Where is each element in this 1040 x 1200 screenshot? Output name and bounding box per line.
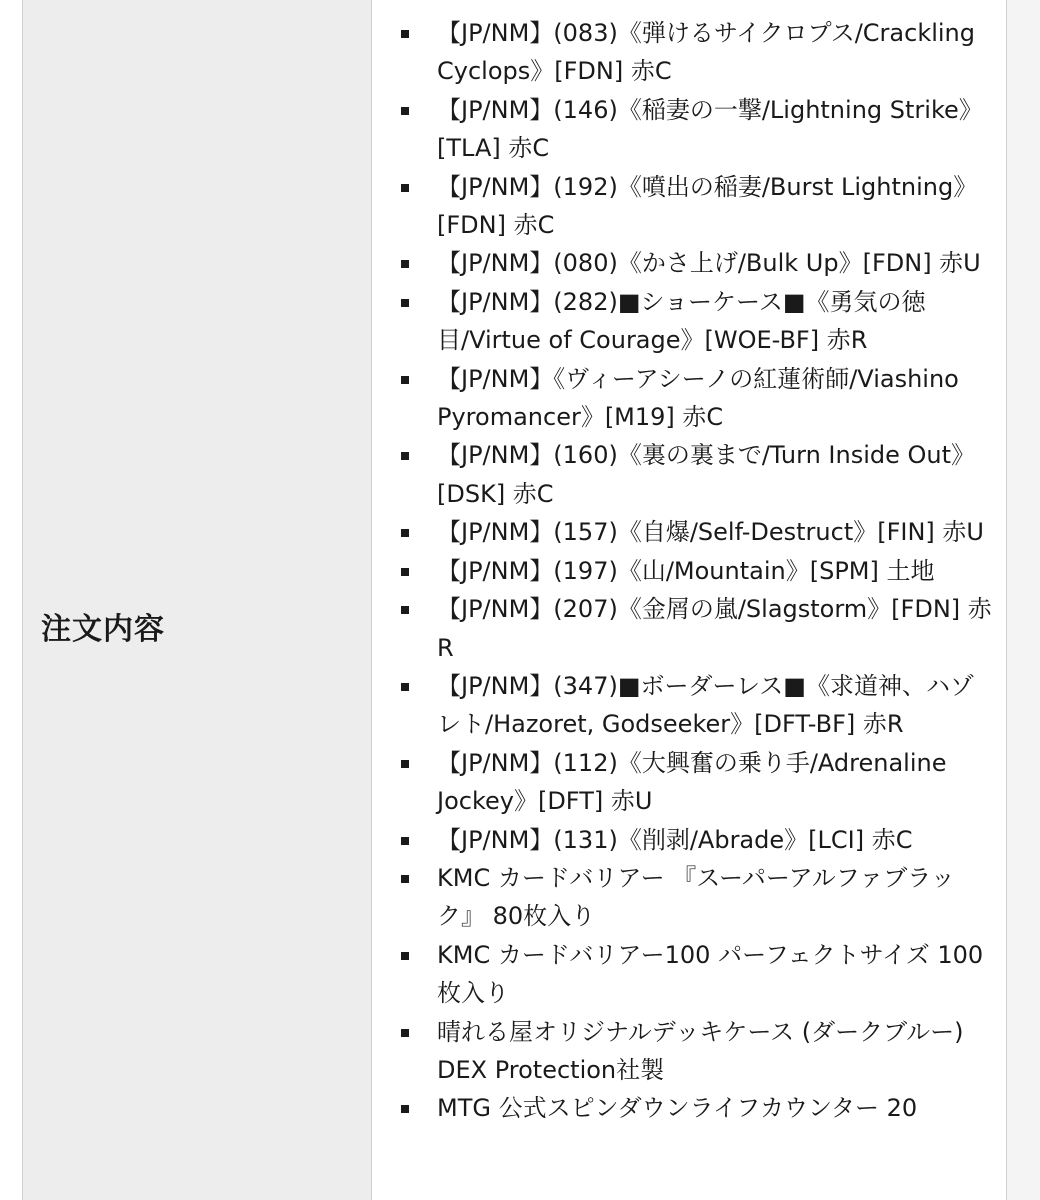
order-items-list — [372, 14, 1007, 1128]
list-item: 【JP/NM】(083)《弾けるサイクロプス/Crackling Cyclops》[FDN] 赤C — [372, 14, 1007, 91]
list-item: 【JP/NM】(197)《山/Mountain》[SPM] 土地 — [372, 552, 1007, 590]
list-item: KMC カードバリアー 『スーパーアルファブラック』 80枚入り — [372, 859, 1007, 936]
page-margin-right — [1007, 0, 1040, 1200]
list-item: 【JP/NM】(080)《かさ上げ/Bulk Up》[FDN] 赤U — [372, 244, 1007, 282]
list-item: 【JP/NM】(282)■ショーケース■《勇気の徳目/Virtue of Courage》[WOE-BF] 赤R — [372, 283, 1007, 360]
list-item: 【JP/NM】(112)《大興奮の乗り手/Adrenaline Jockey》[DFT] 赤U — [372, 744, 1007, 821]
list-item: 【JP/NM】(160)《裏の裏まで/Turn Inside Out》[DSK] 赤C — [372, 436, 1007, 513]
list-item: 【JP/NM】《ヴィーアシーノの紅蓮術師/Viashino Pyromancer》[M19] 赤C — [372, 360, 1007, 437]
list-item: 【JP/NM】(131)《削剥/Abrade》[LCI] 赤C — [372, 821, 1007, 859]
list-item: KMC カードバリアー100 パーフェクトサイズ 100枚入り — [372, 936, 1007, 1013]
list-item: MTG 公式スピンダウンライフカウンター 20 — [372, 1089, 1007, 1127]
list-item: 【JP/NM】(347)■ボーダーレス■《求道神、ハゾレト/Hazoret, Godseeker》[DFT-BF] 赤R — [372, 667, 1007, 744]
order-items-cell — [372, 0, 1007, 1200]
list-item: 【JP/NM】(192)《噴出の稲妻/Burst Lightning》[FDN] 赤C — [372, 168, 1007, 245]
order-contents-label: 注文内容 — [41, 612, 165, 647]
list-item: 【JP/NM】(157)《自爆/Self-Destruct》[FIN] 赤U — [372, 513, 1007, 551]
list-item: 晴れる屋オリジナルデッキケース (ダークブルー) DEX Protection社製 — [372, 1013, 1007, 1090]
order-label-cell — [22, 0, 372, 1200]
list-item: 【JP/NM】(207)《金屑の嵐/Slagstorm》[FDN] 赤R — [372, 590, 1007, 667]
list-item: 【JP/NM】(146)《稲妻の一撃/Lightning Strike》[TLA] 赤C — [372, 91, 1007, 168]
